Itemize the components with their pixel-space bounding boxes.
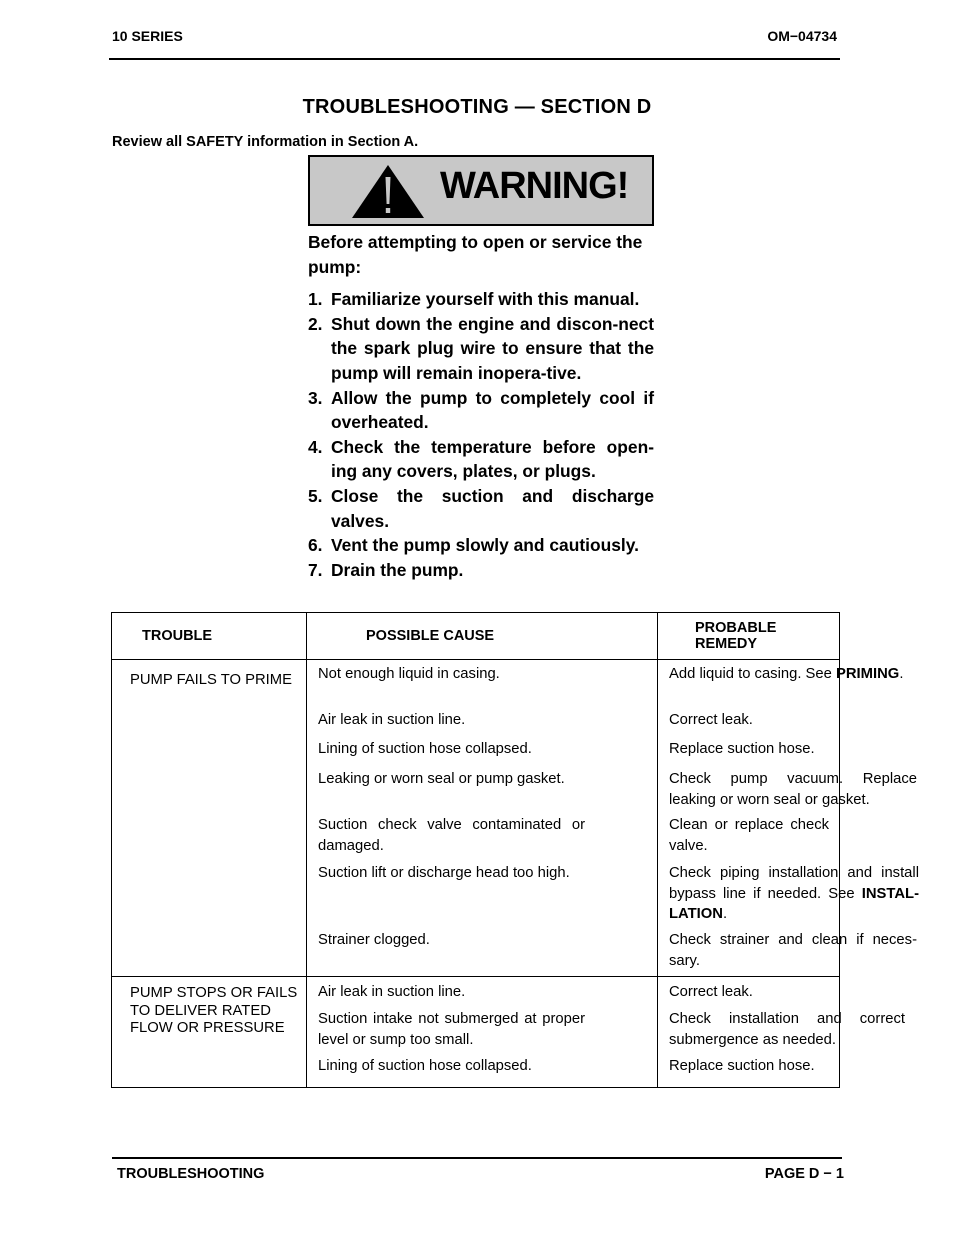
cause-text: Air leak in suction line. — [318, 712, 466, 728]
cause-text: Strainer clogged. — [318, 932, 430, 948]
remedy-text: Check pump vacuum. Replace leaking or worn seal or gasket. — [669, 771, 917, 808]
footer-page-number: PAGE D − 1 — [764, 1166, 844, 1182]
cause-text: Lining of suction hose collapsed. — [318, 741, 532, 757]
cause-text: Not enough liquid in casing. — [318, 666, 500, 682]
trouble-cell: PUMP FAILS TO PRIME — [112, 660, 307, 977]
remedy-text: Check installation and correct submergence as needed. — [669, 1011, 905, 1048]
warning-banner — [308, 155, 654, 226]
remedy-cell — [658, 977, 905, 1088]
cause-text: Suction intake not submerged at proper level or sump too small. — [318, 1011, 585, 1048]
header-doc-number: OM−04734 — [767, 28, 837, 44]
safety-note: Review all SAFETY information in Section A. — [112, 134, 419, 150]
cause-cell — [307, 660, 658, 977]
warning-step: 6. Vent the pump slowly and cautiously. — [308, 535, 639, 556]
header-series: 10 SERIES — [112, 28, 183, 44]
section-title: TROUBLESHOOTING — SECTION D — [302, 96, 652, 118]
column-header-cause: POSSIBLE CAUSE — [307, 613, 658, 660]
warning-step: 5. Close the suction and discharge valves. — [308, 485, 654, 531]
remedy-text: Correct leak. — [669, 712, 753, 728]
remedy-text: Add liquid to casing. See PRIMING. — [669, 666, 904, 682]
warning-step: 2. Shut down the engine and discon-nect the spark plug wire to ensure that the pump will remain inopera-tive. — [308, 313, 654, 383]
warning-triangle-icon — [350, 163, 426, 219]
column-header-remedy: PROBABLE REMEDY — [658, 613, 840, 660]
cause-text: Lining of suction hose collapsed. — [318, 1058, 532, 1074]
table-row — [112, 660, 840, 977]
warning-instructions — [308, 230, 654, 582]
warning-label: WARNING! — [440, 165, 629, 207]
warning-step: 7. Drain the pump. — [308, 559, 464, 580]
footer-rule — [112, 1157, 842, 1159]
column-header-trouble: TROUBLE — [112, 613, 307, 660]
remedy-text: Check piping installation and install bypass line if needed. See INSTAL-LATION. — [669, 865, 919, 922]
remedy-text: Correct leak. — [669, 984, 753, 1000]
header-rule — [109, 58, 840, 60]
troubleshooting-table — [111, 612, 919, 1088]
remedy-text: Replace suction hose. — [669, 1058, 815, 1074]
remedy-text: Check strainer and clean if neces-sary. — [669, 932, 917, 969]
footer-section: TROUBLESHOOTING — [117, 1166, 265, 1182]
remedy-text: Replace suction hose. — [669, 741, 815, 757]
remedy-text: Clean or replace check valve. — [669, 817, 829, 854]
trouble-cell: PUMP STOPS OR FAILS TO DELIVER RATED FLOW OR PRESSURE — [112, 977, 307, 1088]
warning-intro: Before attempting to open or service the pump: — [308, 232, 643, 277]
warning-step: 4. Check the temperature before open-ing any covers, plates, or plugs. — [308, 436, 654, 482]
table-header-row — [112, 613, 840, 660]
warning-step: 1. Familiarize yourself with this manual. — [308, 289, 640, 310]
cause-text: Air leak in suction line. — [318, 984, 466, 1000]
cause-text: Leaking or worn seal or pump gasket. — [318, 771, 565, 787]
cause-cell — [307, 977, 658, 1088]
warning-step: 3. Allow the pump to completely cool if overheated. — [308, 387, 654, 433]
warning-steps-list — [308, 287, 654, 582]
table-row — [112, 977, 840, 1088]
cause-text: Suction lift or discharge head too high. — [318, 865, 570, 881]
cause-text: Suction check valve contaminated or damaged. — [318, 817, 585, 854]
remedy-cell — [658, 660, 919, 977]
